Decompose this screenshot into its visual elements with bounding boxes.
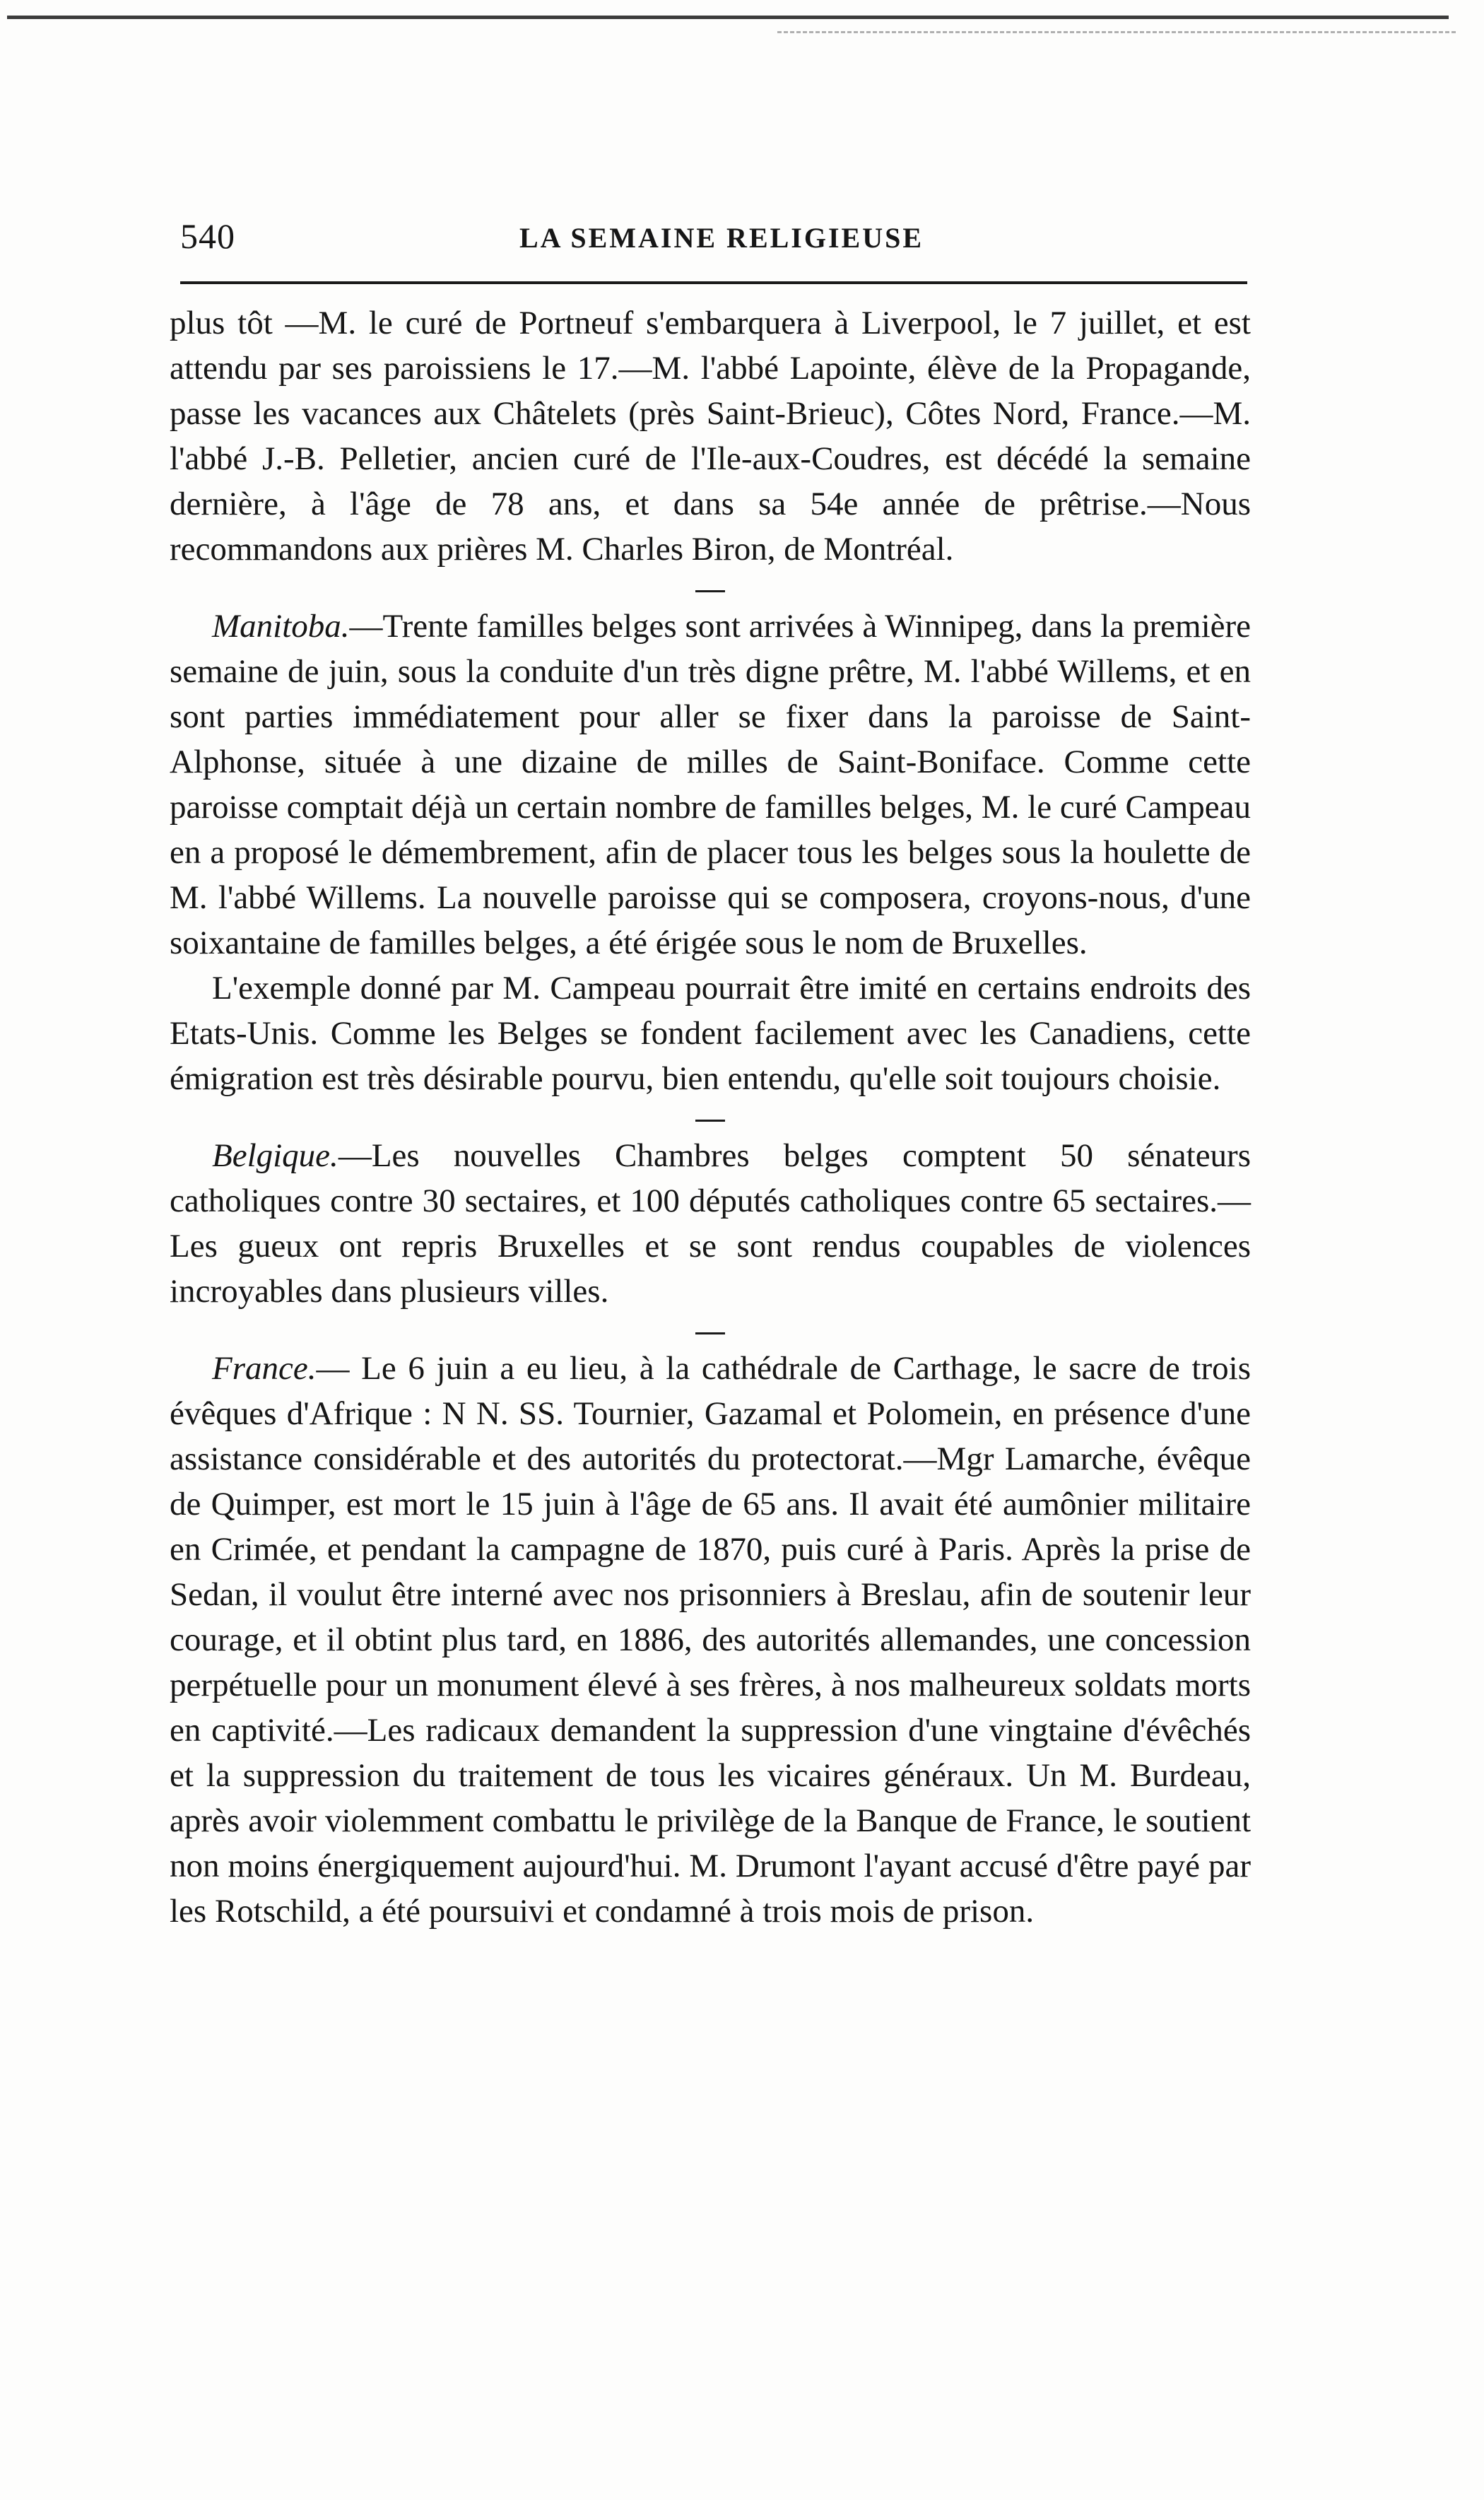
paragraph-text: —Trente familles belges sont arrivées à Winnipeg, dans la première semaine de juin, sous la conduite d'un très digne prêtre, M. l'abbé Willems, et en sont parties immédiatement pour aller se fixer dans la paroisse de Saint-Alphonse, située à une dizaine de milles de Saint-Boniface. Comme cette paroisse comptait déjà un certain nombre de familles belges, M. le curé Campeau en a proposé le démembrement, afin de placer tous les belges sous la houlette de M. l'abbé Willems. La nouvelle paroisse qui se composera, croyons-nous, d'une soixantaine de familles belges, a été érigée sous le nom de Bruxelles. — [170, 608, 1251, 961]
paragraph-france — [170, 1346, 1251, 1934]
paragraph-personnel-news — [170, 300, 1251, 572]
section-separator — [695, 590, 725, 592]
top-edge-rule-faded — [777, 31, 1456, 33]
section-lead-france: France. — [212, 1350, 317, 1387]
running-head — [180, 216, 1297, 265]
paragraph-text: plus tôt —M. le curé de Portneuf s'embarquera à Liverpool, le 7 juillet, et est attendu par ses paroissiens le 17.—M. l'abbé Lapointe, élève de la Propagande, passe les vacances aux Châtelets (près Saint-Brieuc), Côtes Nord, France.—M. l'abbé J.-B. Pelletier, ancien curé de l'Ile-aux-Coudres, est décédé la semaine dernière, à l'âge de 78 ans, et dans sa 54e année de prêtrise.—Nous recommandons aux prières M. Charles Biron, de Montréal. — [170, 305, 1251, 568]
paragraph-manitoba — [170, 604, 1251, 966]
article-body — [170, 300, 1251, 1934]
paragraph-manitoba-continued — [170, 966, 1251, 1101]
journal-title: LA SEMAINE RELIGIEUSE — [519, 222, 924, 254]
header-rule — [180, 281, 1247, 284]
paragraph-text: L'exemple donné par M. Campeau pourrait être imité en certains endroits des Etats-Unis. Comme les Belges se fondent facilement avec les Canadiens, cette émigration est très désirable pourvu, bien entendu, qu'elle soit toujours choisie. — [170, 970, 1251, 1097]
section-lead-manitoba: Manitoba. — [212, 608, 350, 645]
paragraph-text: — Le 6 juin a eu lieu, à la cathédrale de Carthage, le sacre de trois évêques d'Afrique : N N. SS. Tournier, Gazamal et Polomein, en présence d'une assistance considérable et des autorités du protectorat.—Mgr Lamarche, évêque de Quimper, est mort le 15 juin à l'âge de 65 ans. Il avait été aumônier militaire en Crimée, et pendant la campagne de 1870, puis curé à Paris. Après la prise de Sedan, il voulut être interné avec nos prisonniers à Breslau, afin de soutenir leur courage, et il obtint plus tard, en 1886, des autorités allemandes, une concession perpétuelle pour un monument élevé à ses frères, à nos malheureux soldats morts en captivité.—Les radicaux demandent la suppression d'une vingtaine d'évêchés et la suppression du traitement de tous les vicaires généraux. Un M. Burdeau, après avoir violemment combattu le privilège de la Banque de France, le soutient non moins énergiquement aujourd'hui. M. Drumont l'ayant accusé d'être payé par les Rotschild, a été poursuivi et condamné à trois mois de prison. — [170, 1350, 1251, 1930]
section-separator — [695, 1332, 725, 1334]
top-edge-rule — [7, 16, 1449, 19]
section-lead-belgique: Belgique. — [212, 1137, 338, 1174]
page-number: 540 — [180, 216, 235, 256]
section-separator — [695, 1120, 725, 1122]
paragraph-belgique — [170, 1133, 1251, 1314]
paragraph-text: —Les nouvelles Chambres belges comptent 50 sénateurs catholiques contre 30 sectaires, et 100 députés catholiques contre 65 sectaires.—Les gueux ont repris Bruxelles et se sont rendus coupables de violences incroyables dans plusieurs villes. — [170, 1137, 1251, 1310]
